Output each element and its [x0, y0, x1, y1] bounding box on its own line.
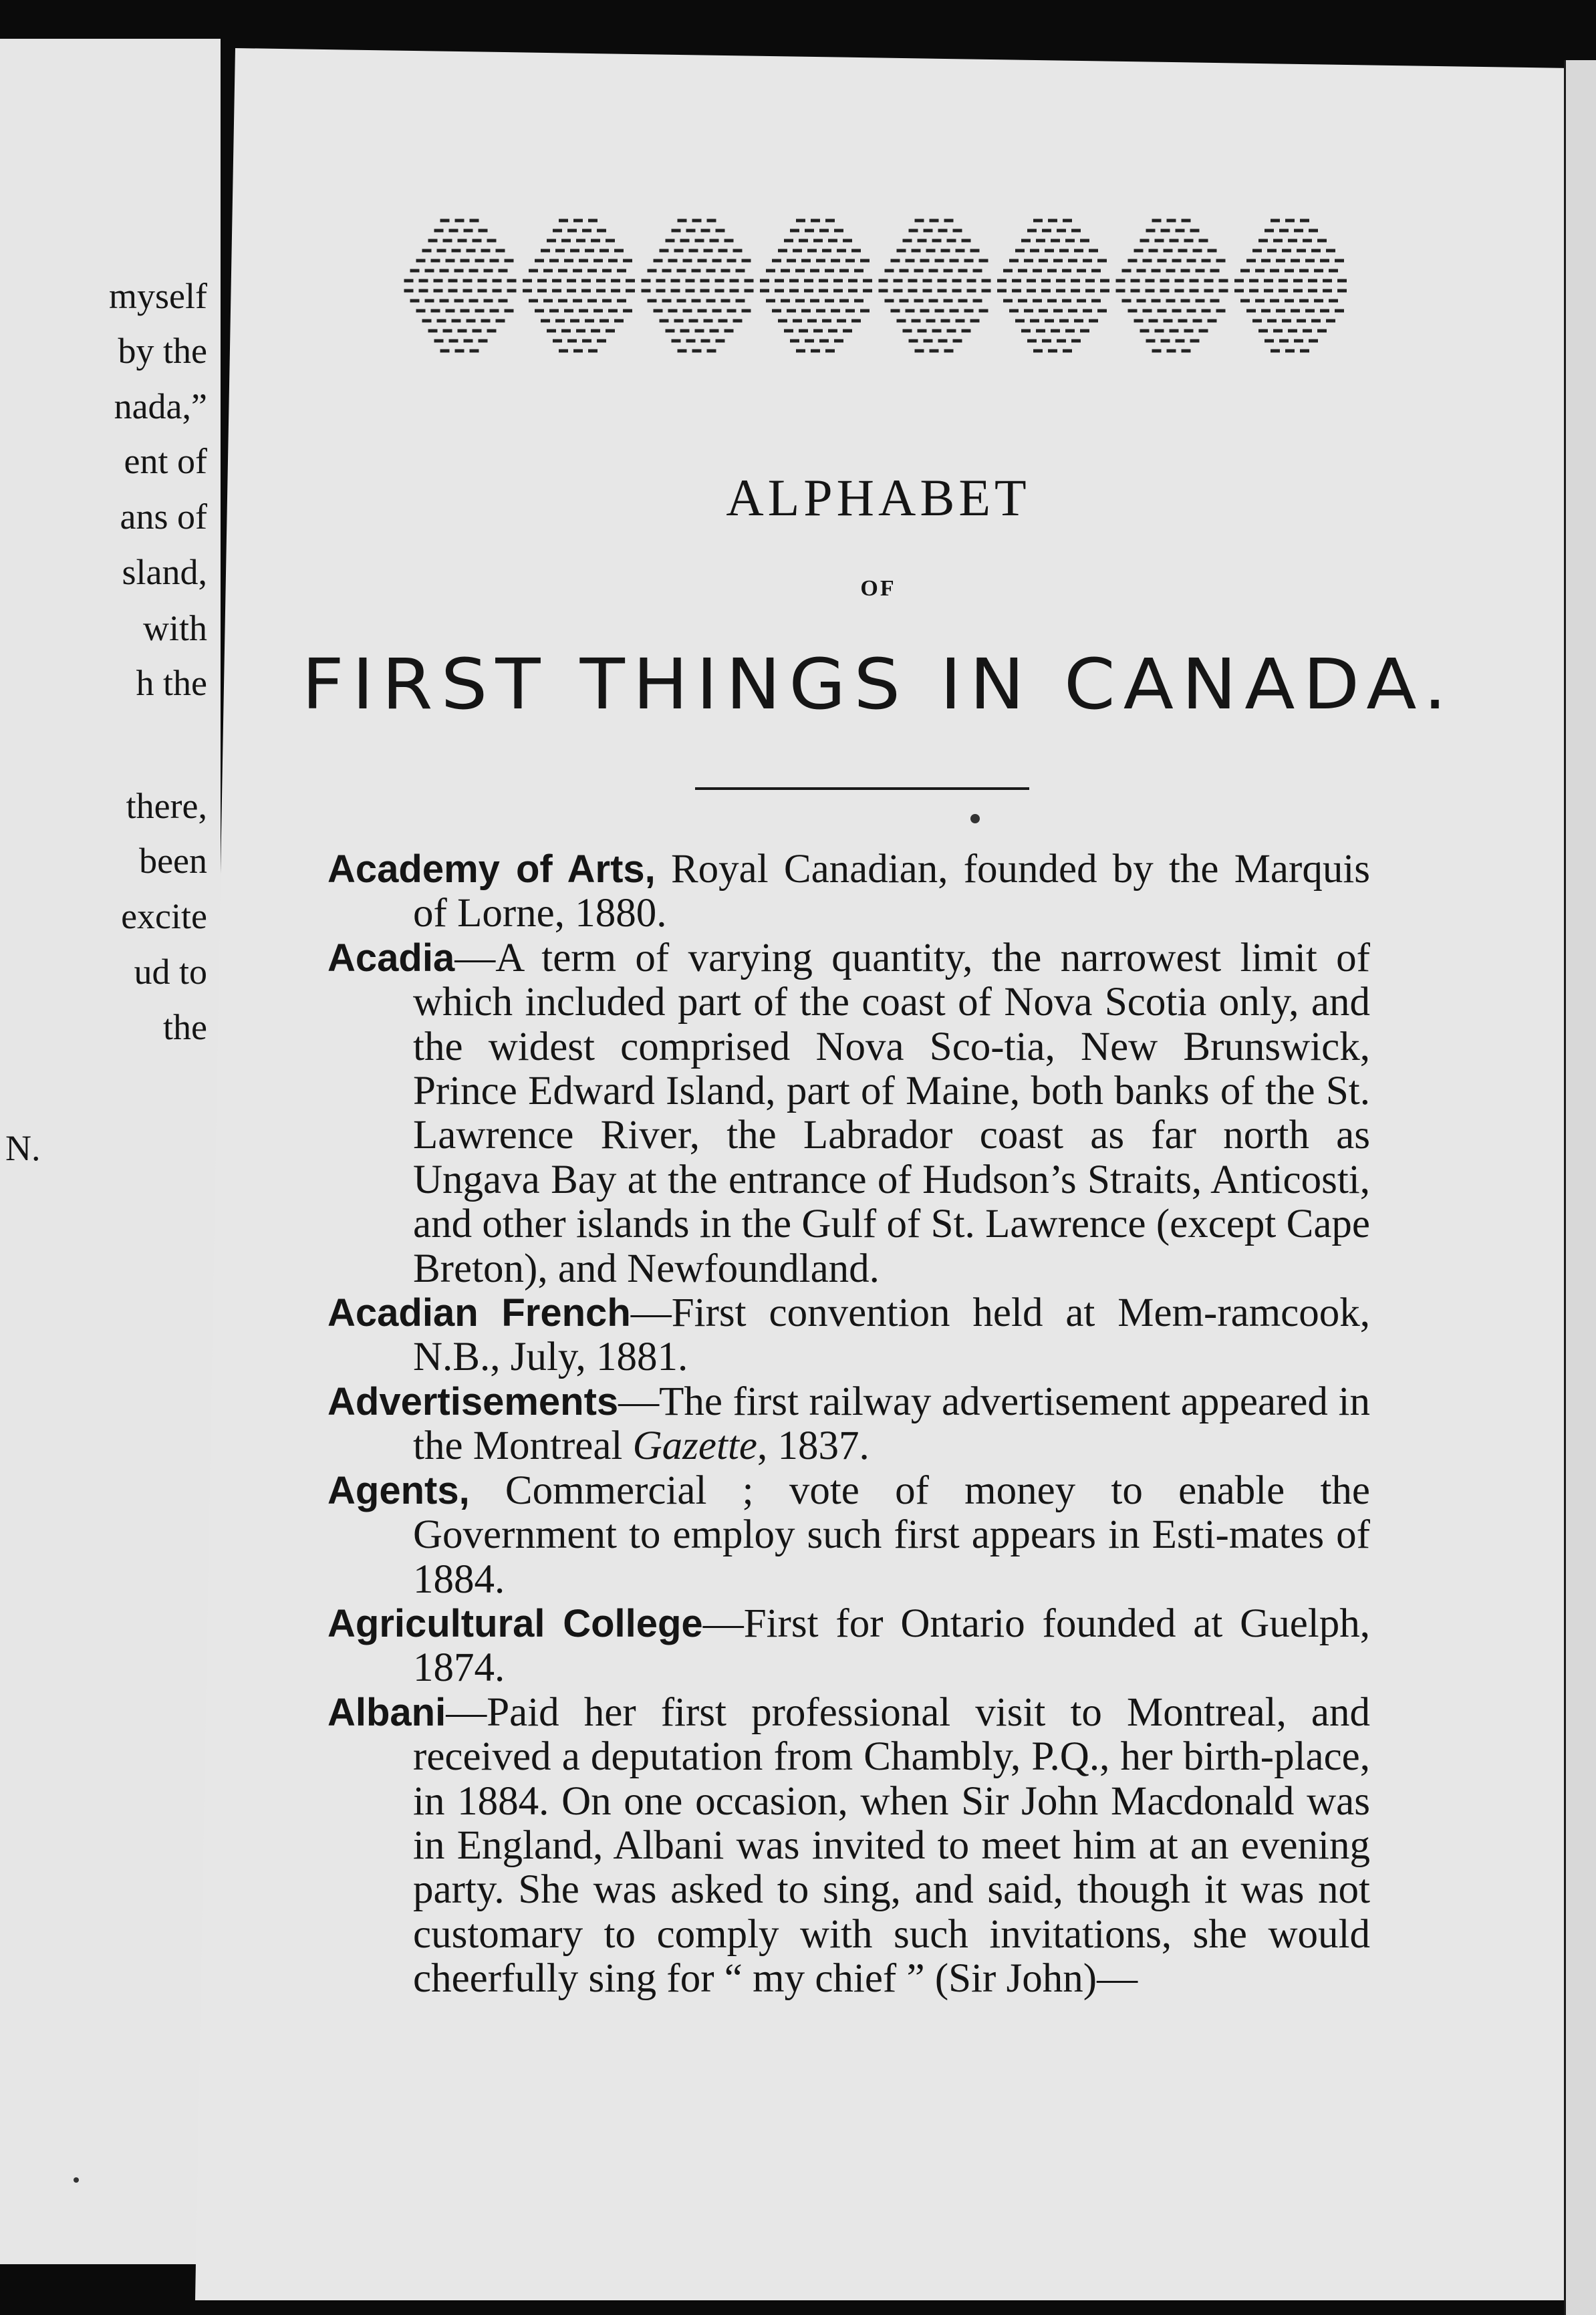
left-page-fragment: been — [139, 841, 207, 881]
decorative-ornament — [401, 214, 1350, 368]
left-page-fragment: with — [142, 608, 207, 648]
entry-heading: Agricultural College — [327, 1601, 703, 1645]
entry — [327, 1469, 1370, 1602]
ink-speck — [970, 814, 980, 823]
page-edge — [1564, 60, 1596, 2315]
page-title: ALPHABET — [726, 468, 1031, 527]
entry-text: Royal Canadian, founded by the Marquis of Lorne, 1880. — [413, 847, 1371, 936]
left-page-fragment: the — [163, 1007, 207, 1047]
left-page-fragment: N. — [5, 1128, 41, 1168]
entry — [327, 1691, 1370, 2002]
entry-heading: Acadia — [327, 936, 455, 980]
entry-text: —First for Ontario founded at Guelph, 1874. — [413, 1601, 1370, 1691]
entry-heading: Academy of Arts, — [327, 847, 656, 891]
entry-list — [327, 847, 1370, 2002]
entry — [327, 1291, 1370, 1380]
entry — [327, 847, 1370, 936]
left-page-fragment: myself — [109, 276, 207, 316]
entry-text: —Paid her first professional visit to Montreal, and received a deputation from Chambly, P.Q., her birth-place, in 1884. On one occasion, when Sir John Macdonald was in England, Albani was invited to meet him at an evening party. She was asked to sing, and said, though it was not customary to comply with such invitations, she would cheerfully sing for “ my chief ” (Sir John)— — [413, 1689, 1370, 2002]
entry-heading: Agents, — [327, 1468, 470, 1512]
left-page-fragment: excite — [121, 896, 207, 936]
entry-text: —The first railway advertisement appeared in the Montreal — [413, 1379, 1370, 1469]
left-page-fragment: nada,” — [114, 386, 207, 426]
entry-text: Commercial ; vote of money to enable the Government to employ such first appears in Esti-mates of 1884. — [413, 1468, 1370, 1602]
left-page-fragment: ans of — [120, 497, 207, 537]
entry-heading: Albani — [327, 1690, 446, 1734]
page-subtitle: FIRST THINGS IN CANADA. — [301, 644, 1455, 725]
entry-text-tail: , 1837. — [757, 1423, 870, 1469]
left-page-fragment: ent of — [124, 441, 207, 481]
entry-italic: Gazette — [632, 1423, 757, 1469]
left-page-fragment: sland, — [122, 552, 207, 592]
entry — [327, 1380, 1370, 1469]
ink-speck — [74, 2177, 79, 2183]
entry — [327, 936, 1370, 1291]
left-page-fragment: there, — [126, 786, 207, 826]
left-page-fragment: h the — [136, 663, 207, 703]
left-page — [0, 39, 223, 2264]
entry-text: —A term of varying quantity, the narrowest limit of which included part of the coast of Nova Scotia only, and the widest comprised Nova Sco-tia, New Brunswick, Prince Edward Island, part of Maine, both banks of the St. Lawrence River, the Labrador coast as far north as Ungava Bay at the entrance of Hudson’s Straits, Anticosti, and other islands in the Gulf of St. Lawrence (except Cape Breton), and Newfoundland. — [413, 935, 1370, 1291]
entry — [327, 1602, 1370, 1691]
entry-heading: Acadian French — [327, 1291, 631, 1335]
left-page-fragment: by the — [118, 331, 207, 371]
entry-heading: Advertisements — [327, 1379, 619, 1423]
left-page-fragment: ud to — [134, 952, 207, 992]
title-rule — [695, 787, 1029, 790]
page-title-of: OF — [860, 576, 896, 601]
entry-text: —First convention held at Mem-ramcook, N.B., July, 1881. — [413, 1290, 1370, 1380]
